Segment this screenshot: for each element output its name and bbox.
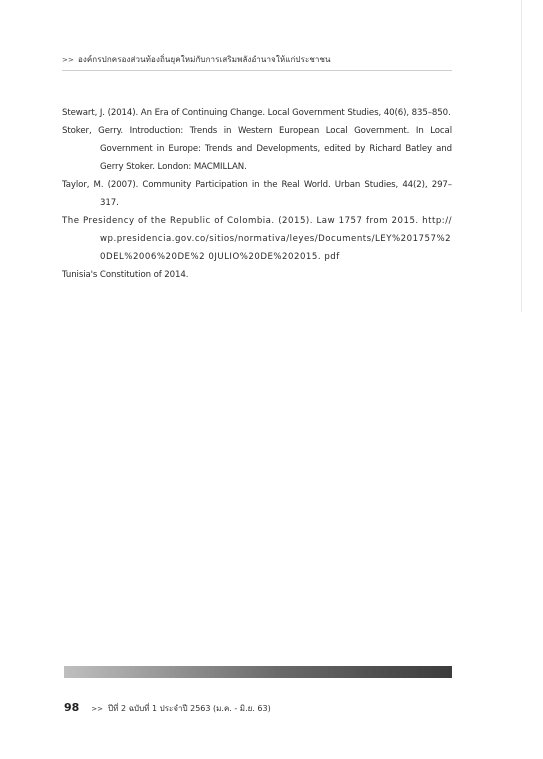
reference-item: Stewart, J. (2014). An Era of Continuing Change. Local Government Studies, 40(6), 835–850. — [62, 108, 451, 118]
reference-item: Taylor, M. (2007). Community Participation in the Real World. Urban Studies, 44(2), 297–317. — [62, 180, 452, 208]
header-marker: >> — [62, 56, 74, 64]
header-title: องค์กรปกครองส่วนท้องถิ่นยุคใหม่กับการเสริมพลังอำนาจให้แก่ประชาชน — [77, 55, 331, 64]
page-edge-line — [521, 0, 522, 312]
running-header — [62, 53, 452, 66]
reference-item: Tunisia's Constitution of 2014. — [62, 270, 189, 280]
footer-marker: >> — [91, 705, 104, 713]
reference-item: Stoker, Gerry. Introduction: Trends in Western European Local Government. In Local Government in Europe: Trends and Developments, edited by Richard Batley and Gerry Stoker. London: MACMILLAN. — [62, 126, 452, 172]
journal-issue: ปีที่ 2 ฉบับที่ 1 ประจำปี 2563 (ม.ค. - มิ.ย. 63) — [108, 704, 271, 713]
reference-list — [62, 104, 452, 284]
running-footer — [64, 701, 271, 715]
page-number: 98 — [64, 701, 80, 714]
footer-bar — [64, 666, 452, 678]
reference-item: The Presidency of the Republic of Colombia. (2015). Law 1757 from 2015. http://wp.presidencia.gov.co/sitios/normativa/leyes/Documents/LEY%201757%20DEL%2006%20DE%2 0JULIO%20DE%202015. pdf — [62, 216, 452, 262]
header-rule — [62, 70, 452, 71]
